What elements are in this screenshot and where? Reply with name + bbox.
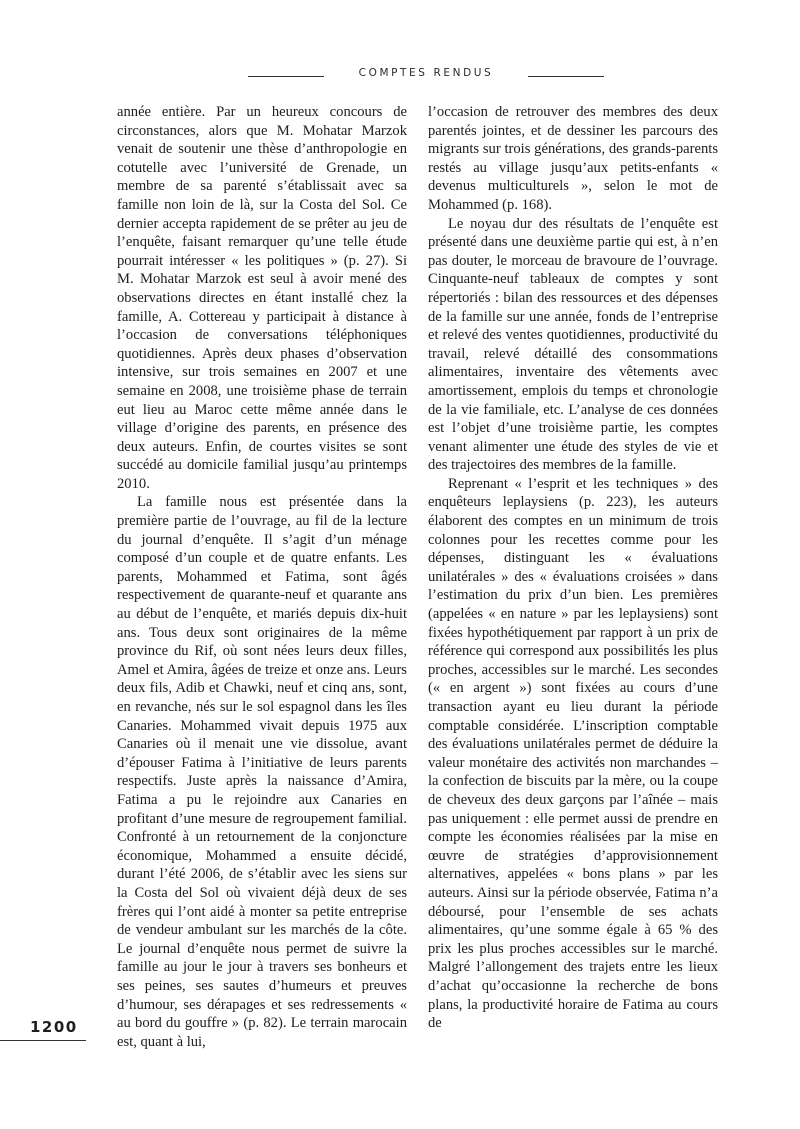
paragraph: Le noyau dur des résultats de l’enquête est présenté dans une deuxième partie qui est, à n’en pas douter, le morceau de bravoure de l’ouvrage. Cinquante-neuf tableaux de comptes y sont répertoriés : bilan des ressources et des dépenses de la famille sur une année, fonds de l’entreprise et relevé des ventes quotidiennes, productivité du travail, relevé détaillé des consommations alimentaires, inventaire des vêtements avec amortissement, emplois du temps et chronologie de la vie familiale, etc. L’analyse de ces données est l’objet d’une troisième partie, les comptes venant alimenter une étude des styles de vie et des trajectoires des membres de la famille.: [428, 215, 718, 474]
page-number-rule: [0, 1040, 86, 1041]
header-rule-left: [248, 76, 324, 77]
page-number: 1200: [30, 1018, 78, 1036]
paragraph: La famille nous est présentée dans la première partie de l’ouvrage, au fil de la lecture du journal d’enquête. Il s’agit d’un ménage composé d’un couple et de quatre enfants. Les parents, Mohammed et Fatima, sont âgés respectivement de quarante-neuf et quarante ans au début de l’enquête, et mariés depuis dix-huit ans. Tous deux sont originaires de la même province du Rif, où sont nées leurs deux filles, Amel et Amira, âgées de treize et onze ans. Leurs deux fils, Adib et Chawki, neuf et cinq ans, sont, en revanche, nés sur le sol espagnol dans les îles Canaries. Mohammed vivait depuis 1975 aux Canaries où il menait une vie dissolue, avant d’épouser Fatima à l’initiative de leurs parents respectifs. Juste après la naissance d’Amira, Fatima a pu le rejoindre aux Canaries en profitant d’une mesure de regroupement familial. Confronté à un retournement de la conjoncture économique, Mohammed a ensuite décidé, durant l’été 2006, de s’établir avec les siens sur la Costa del Sol où vivaient déjà deux de ses frères qui l’ont aidé à monter sa petite entreprise de vendeur ambulant sur les marchés de la côte. Le journal d’enquête nous permet de suivre la famille au jour le jour à travers ses bonheurs et ses peines, ses sautes d’humeurs et preuves d’humour, ses dérapages et ses redressements « au bord du gouffre » (p. 82). Le terrain marocain est, quant à lui,: [117, 494, 407, 1050]
running-head: COMPTES RENDUS: [358, 67, 494, 79]
paragraph: Reprenant « l’esprit et les techniques » des enquêteurs leplaysiens (p. 223), les auteurs élaborent des comptes en un minimum de trois colonnes pour les recettes comme pour les dépenses, distinguant les « évaluations unilatérales » des « évaluations croisées » dans l’estimation du prix d’un bien. Les premières (appelées « en nature » par les leplaysiens) sont fixées hypothétiquement par rapport à un prix de référence qui correspond aux possibilités les plus proches, accessibles sur le marché. Les secondes (« en argent ») sont fixées au cours d’une transaction ayant eu lieu durant la période comptable considérée. L’inscription comptable des évaluations unilatérales permet de déduire la valeur monétaire des activités non marchandes – la confection de biscuits par la mère, ou la coupe de cheveux des deux garçons par l’aînée – mais pas uniquement : elle permet aussi de prendre en compte les économies réalisées par la mise en œuvre de stratégies d’approvisionnement alternatives, appelées « bons plans » par les auteurs. Ainsi sur la période observée, Fatima n’a déboursé, pour l’ensemble de ses achats alimentaires, qu’une somme égale à 65 % des prix les plus proches accessibles sur le marché. Malgré l’allongement des trajets entre les lieux d’achat qu’occasionne la recherche de bons plans, la productivité horaire de Fatima au cours de: [428, 475, 718, 1032]
left-column: [117, 103, 407, 1051]
paragraph: année entière. Par un heureux concours de circonstances, alors que M. Mohatar Marzok venait de soutenir une thèse d’anthropologie en cotutelle avec l’université de Grenade, un membre de sa parenté s’établissait avec sa famille non loin de là, sur la Costa del Sol. Ce dernier accepta rapidement de se prêter au jeu de l’enquête, faisant remarquer qu’une telle étude pourrait intéresser « les politiques » (p. 27). Si M. Mohatar Marzok est seul à avoir mené des observations directes en étant installé chez la famille, A. Cottereau y participait à distance à l’occasion de conversations téléphoniques quotidiennes. Après deux phases d’observation intensive, sur trois semaines en 2007 et une semaine en 2008, une troisième phase de terrain eut lieu au Maroc cette même année dans le village d’origine des parents, en présence des deux auteurs. Enfin, de courtes visites se sont succédé au domicile familial jusqu’au printemps 2010.: [117, 104, 407, 492]
paragraph: l’occasion de retrouver des membres des deux parentés jointes, et de dessiner les parcours des migrants sur trois générations, des grands-parents restés au village jusqu’aux petits-enfants « devenus multiculturels », selon le mot de Mohammed (p. 168).: [428, 104, 718, 213]
right-column: [428, 103, 718, 1033]
header-rule-right: [528, 76, 604, 77]
